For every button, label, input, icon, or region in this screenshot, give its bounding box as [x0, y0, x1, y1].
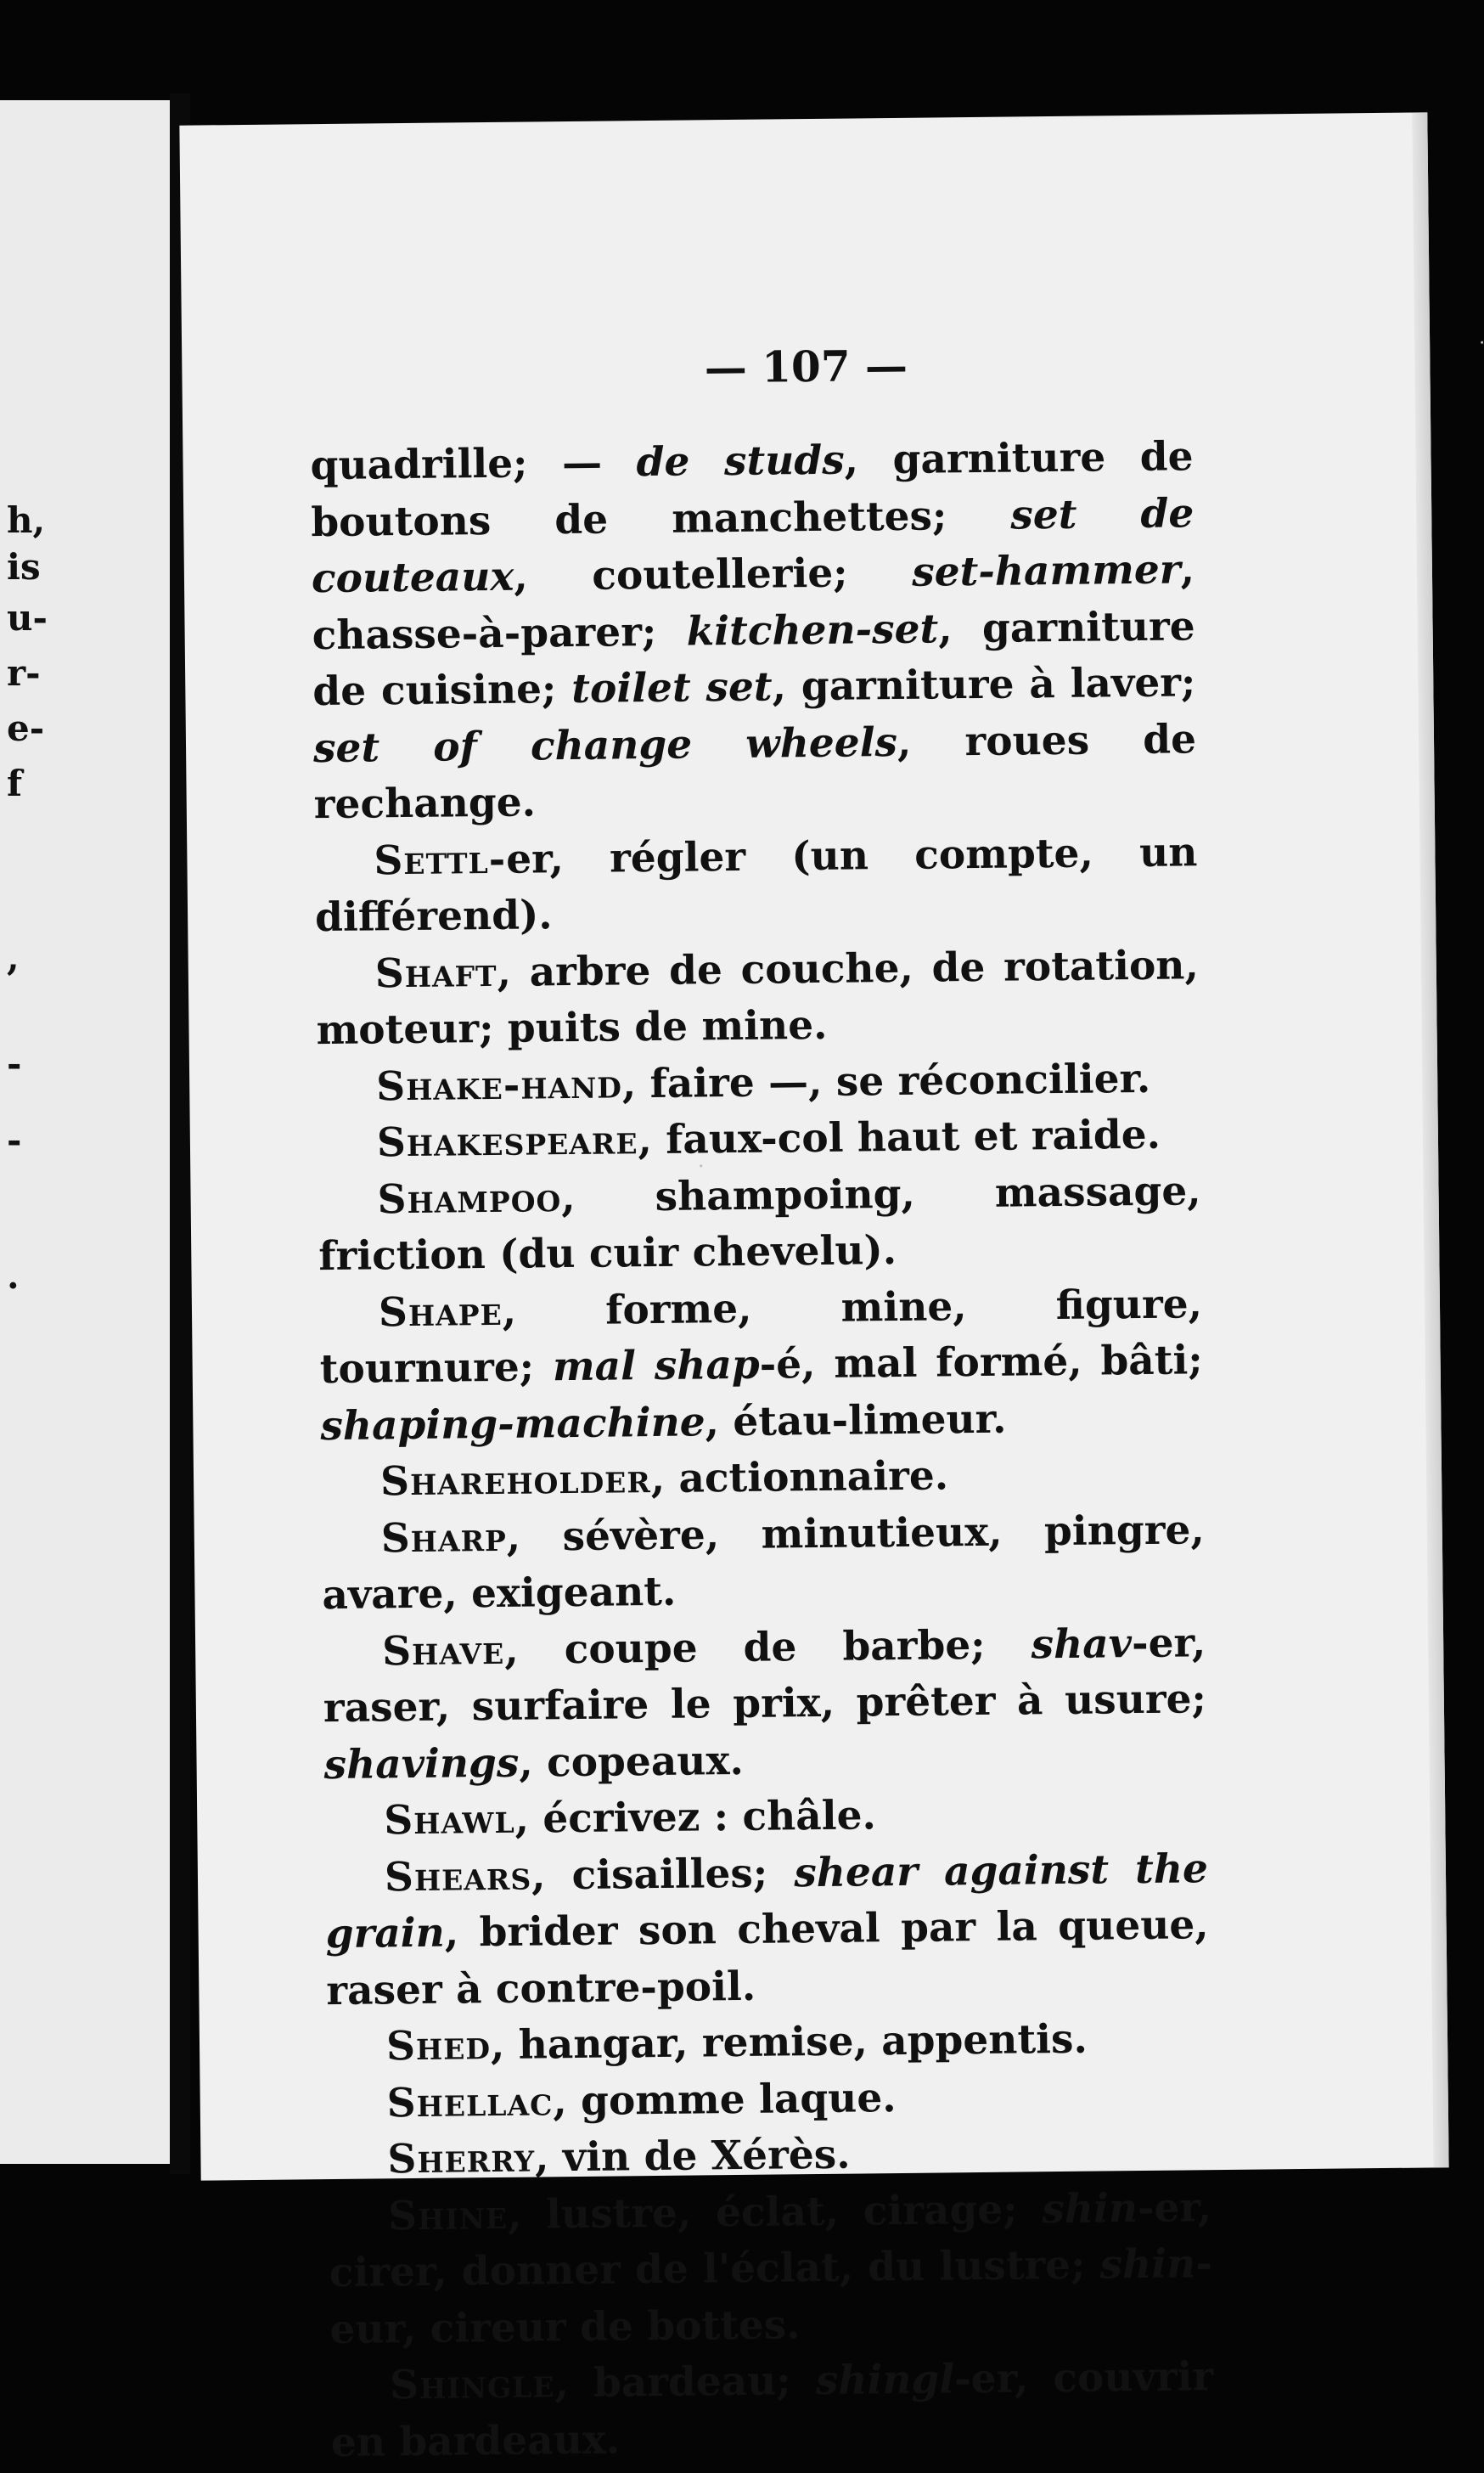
facing-page-fragment: .	[7, 1255, 20, 1297]
facing-page-fragment: is	[7, 546, 41, 588]
definition-text: , coutellerie;	[514, 549, 913, 600]
dictionary-entry	[324, 1784, 1208, 1850]
italic-term: shingl	[815, 2356, 955, 2405]
italic-term: shavings	[323, 1739, 520, 1789]
italic-term: set de couteaux	[311, 489, 1195, 603]
definition-text: -er, couvrir en bardeaux.	[330, 2353, 1214, 2466]
facing-page-fragment: h,	[7, 499, 46, 541]
entry-headword: Sherry	[387, 2134, 536, 2183]
definition-text: , garniture de cuisine;	[312, 602, 1195, 716]
italic-term: shav	[1031, 1620, 1133, 1668]
definition-text: , gomme laque.	[553, 2074, 897, 2125]
italic-term: shaping-machine	[320, 1398, 705, 1450]
dictionary-entry	[325, 1841, 1210, 2020]
entry-headword: Settl-	[374, 836, 507, 884]
entry-headword: Shed	[385, 2022, 492, 2070]
definition-text: , écrivez : châle.	[514, 1792, 877, 1843]
entry-headword: Shingle	[389, 2360, 555, 2409]
facing-page-fragment: -	[7, 1119, 22, 1161]
facing-page-edge	[0, 100, 170, 2164]
page-number: — 107 —	[704, 340, 908, 393]
entry-headword: Shareholder	[379, 1456, 652, 1506]
definition-text: , sévère, minutieux, pingre, avare, exigeant.	[322, 1506, 1206, 1620]
entry-headword: Shakespeare	[376, 1117, 638, 1167]
italic-term: set of change wheels	[312, 718, 898, 772]
dictionary-entry	[330, 2349, 1214, 2471]
italic-term: set-hammer	[911, 546, 1181, 596]
definition-text: , bardeau;	[554, 2358, 817, 2408]
dictionary-entry	[318, 1107, 1201, 1172]
dictionary-entry	[321, 1445, 1205, 1511]
facing-page-fragment: e-	[7, 707, 45, 749]
continuation-paragraph	[310, 429, 1197, 833]
definition-text: , shampoing, massage, friction (du cuir chevelu).	[318, 1167, 1201, 1281]
definition-text: , garniture de boutons de manchettes;	[310, 433, 1194, 546]
facing-page-fragment: f	[7, 763, 23, 804]
entry-headword: Shellac	[386, 2077, 554, 2127]
dictionary-entry	[317, 1051, 1200, 1116]
dictionary-entry	[323, 1615, 1207, 1794]
italic-term: de studs	[636, 437, 845, 487]
definition-text: , roues de rechange.	[313, 715, 1197, 829]
entry-headword: Shampoo	[377, 1174, 562, 1223]
entry-headword: Sharp	[380, 1513, 508, 1562]
entry-headword: Shape	[378, 1287, 503, 1336]
definition-text: , actionnaire.	[650, 1452, 949, 1503]
italic-term: kitchen-set	[686, 605, 939, 656]
entry-headword: Shawl	[383, 1795, 515, 1845]
definition-text: , arbre de couche, de rotation, moteur; puits de mine.	[316, 941, 1200, 1055]
definition-text: , étau-limeur.	[705, 1395, 1007, 1445]
facing-page-fragment: u-	[7, 597, 48, 639]
italic-term: shin	[1042, 2184, 1138, 2233]
facing-page-fragment: r-	[7, 652, 41, 694]
page-edge	[1412, 112, 1448, 2167]
definition-text: -eur, cireur de bottes.	[329, 2240, 1213, 2353]
definition-text: , cisailles;	[531, 1849, 795, 1900]
definition-text: , hangar, remise, appentis.	[490, 2015, 1088, 2070]
dictionary-entry	[321, 1502, 1205, 1625]
entry-headword: Shake-hand	[375, 1060, 623, 1110]
entry-headword: Shears	[384, 1852, 532, 1901]
definition-text: , faire —, se réconcilier.	[621, 1055, 1151, 1107]
definition-text: , brider son cheval par la queue, raser à contre-poil.	[326, 1901, 1209, 2014]
definition-text: , garniture à laver;	[772, 659, 1196, 711]
definition-text: -é, mal formé, bâti;	[759, 1337, 1203, 1389]
dictionary-entry	[314, 825, 1198, 947]
definition-text: quadrille; —	[310, 439, 637, 490]
italic-term: toilet set	[571, 663, 773, 713]
facing-page-fragment: ,	[7, 937, 20, 978]
definition-text: , faux-col haut et raide.	[638, 1111, 1161, 1164]
definition-text: -er, raser, surfaire le prix, prêter à usure;	[323, 1619, 1207, 1732]
dictionary-entry	[328, 2123, 1211, 2189]
dictionary-entry	[319, 1276, 1204, 1455]
definition-text: , chasse-à-parer;	[312, 546, 1195, 659]
definition-text: , copeaux.	[519, 1737, 745, 1787]
italic-term: shear against the grain	[325, 1845, 1209, 1958]
definition-text: er, régler (un compte, un différend).	[314, 828, 1198, 942]
dictionary-entry	[327, 2067, 1211, 2132]
definition-text: , forme, mine, figure, tournure;	[319, 1280, 1203, 1394]
italic-term: shin	[1099, 2240, 1196, 2289]
entry-headword: Shave	[381, 1626, 505, 1675]
definition-text: , vin de Xérès.	[534, 2131, 851, 2182]
definition-text: , coupe de barbe;	[503, 1620, 1031, 1674]
speck	[1481, 341, 1483, 344]
dictionary-entry	[318, 1163, 1201, 1286]
dictionary-entry	[329, 2180, 1213, 2358]
italic-term: mal shap	[552, 1341, 761, 1391]
entry-headword: Shine	[387, 2191, 509, 2239]
dictionary-entry	[327, 2010, 1211, 2076]
facing-page-fragment: -	[7, 1043, 22, 1084]
dictionary-entry	[316, 938, 1200, 1060]
definition-text: -er, cirer, donner de l'éclat, du lustre;	[329, 2183, 1212, 2297]
book-page	[179, 112, 1448, 2466]
entry-headword: Shaft	[374, 949, 497, 997]
dictionary-text	[310, 429, 1214, 2471]
definition-text: , lustre, éclat, cirage;	[507, 2185, 1043, 2239]
